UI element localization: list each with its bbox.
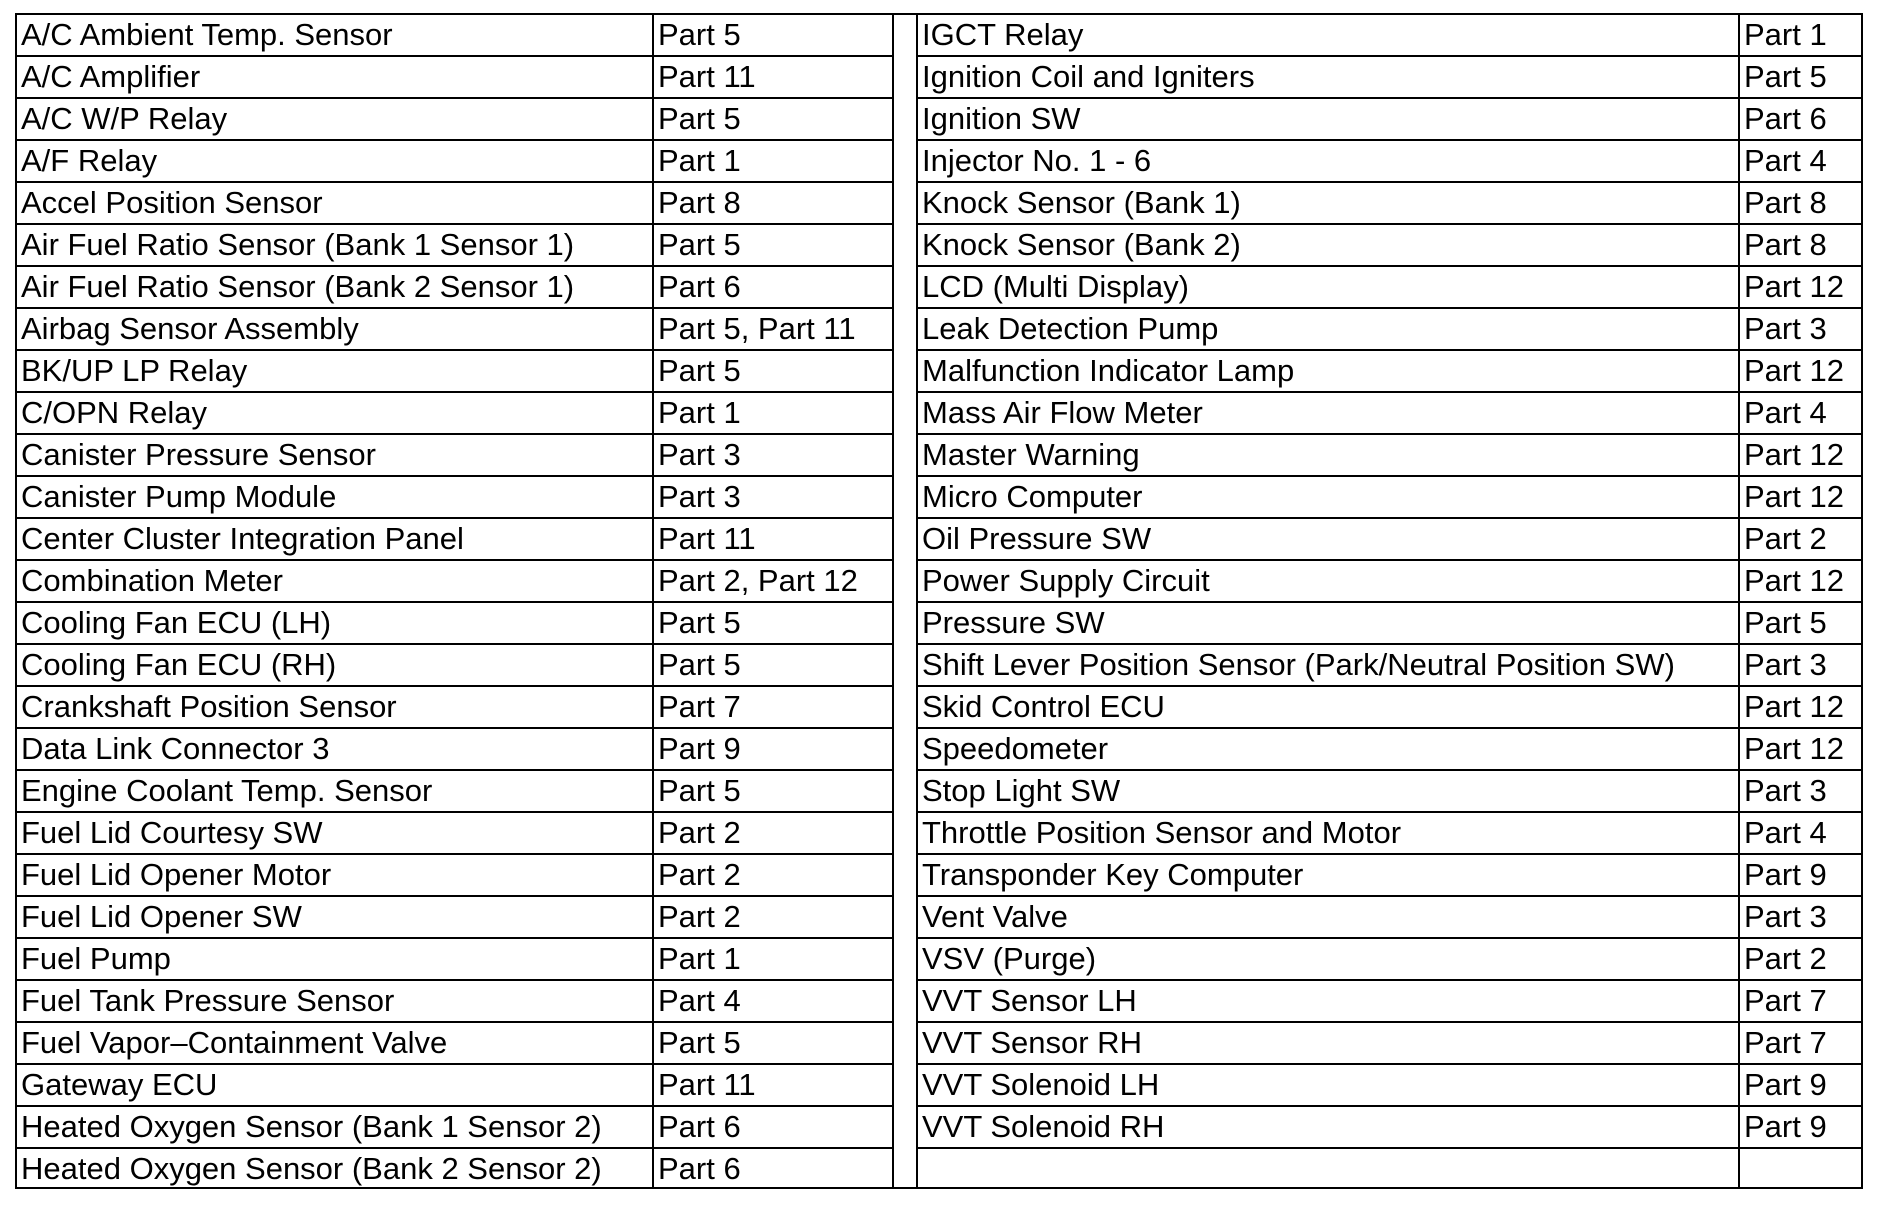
table-row: [17, 813, 892, 855]
table-row: [918, 435, 1861, 477]
component-name-cell: BK/UP LP Relay: [17, 351, 654, 391]
table-row: [918, 1023, 1861, 1065]
table-row: [17, 561, 892, 603]
table-row: [17, 351, 892, 393]
part-reference-cell: Part 7: [1744, 983, 1827, 1018]
component-name-cell: Master Warning: [918, 435, 1740, 475]
component-name-cell: Stop Light SW: [918, 771, 1740, 811]
table-row: [918, 351, 1861, 393]
part-reference-cell: Part 9: [1744, 1109, 1827, 1144]
component-name-cell: VVT Solenoid LH: [918, 1065, 1740, 1105]
component-name-cell: Injector No. 1 - 6: [918, 141, 1740, 181]
component-name-cell: IGCT Relay: [918, 15, 1740, 55]
part-reference-cell: Part 2: [1744, 941, 1827, 976]
table-row: [918, 981, 1861, 1023]
table-row: [918, 939, 1861, 981]
part-reference-cell: Part 4: [1744, 395, 1827, 430]
component-name-cell: Engine Coolant Temp. Sensor: [17, 771, 654, 811]
part-reference-cell: Part 12: [1744, 563, 1844, 598]
component-name-cell: Heated Oxygen Sensor (Bank 1 Sensor 2): [17, 1107, 654, 1147]
table-row: [17, 603, 892, 645]
component-name-cell: Crankshaft Position Sensor: [17, 687, 654, 727]
part-reference-cell: Part 4: [658, 983, 741, 1018]
table-row: [918, 1107, 1861, 1149]
component-name-cell: Fuel Tank Pressure Sensor: [17, 981, 654, 1021]
part-reference-cell: Part 3: [1744, 647, 1827, 682]
table-row: [17, 393, 892, 435]
table-row: [17, 729, 892, 771]
table-row: [918, 813, 1861, 855]
component-name-cell: Combination Meter: [17, 561, 654, 601]
part-reference-cell: Part 1: [658, 941, 741, 976]
part-reference-cell: Part 5: [1744, 605, 1827, 640]
part-reference-cell: Part 5: [1744, 59, 1827, 94]
component-name-cell: Skid Control ECU: [918, 687, 1740, 727]
part-reference-cell: Part 11: [658, 1067, 756, 1102]
table-row: [17, 1107, 892, 1149]
table-row: [918, 561, 1861, 603]
component-name-cell: [918, 1149, 1740, 1187]
table-row: [918, 183, 1861, 225]
part-reference-cell: Part 2: [658, 899, 741, 934]
table-row: [918, 57, 1861, 99]
table-row: [17, 939, 892, 981]
table-row: [918, 729, 1861, 771]
part-reference-cell: Part 3: [1744, 773, 1827, 808]
part-reference-cell: Part 1: [658, 143, 741, 178]
part-reference-cell: Part 3: [1744, 899, 1827, 934]
table-row: [918, 15, 1861, 57]
table-row: [17, 645, 892, 687]
component-name-cell: Fuel Lid Courtesy SW: [17, 813, 654, 853]
table-row: [17, 225, 892, 267]
component-name-cell: Fuel Lid Opener SW: [17, 897, 654, 937]
part-reference-cell: Part 5: [658, 1025, 741, 1060]
component-name-cell: Air Fuel Ratio Sensor (Bank 2 Sensor 1): [17, 267, 654, 307]
component-name-cell: A/C W/P Relay: [17, 99, 654, 139]
right-table: [918, 15, 1861, 1187]
component-name-cell: A/C Ambient Temp. Sensor: [17, 15, 654, 55]
part-reference-cell: Part 11: [658, 521, 756, 556]
table-row: [918, 687, 1861, 729]
part-reference-cell: Part 6: [658, 269, 741, 304]
part-reference-cell: Part 7: [1744, 1025, 1827, 1060]
table-row: [17, 1065, 892, 1107]
component-name-cell: Center Cluster Integration Panel: [17, 519, 654, 559]
component-name-cell: A/F Relay: [17, 141, 654, 181]
part-reference-cell: Part 12: [1744, 689, 1844, 724]
part-reference-cell: Part 12: [1744, 269, 1844, 304]
part-reference-cell: Part 12: [1744, 437, 1844, 472]
table-row: [17, 99, 892, 141]
table-row: [17, 519, 892, 561]
component-name-cell: Leak Detection Pump: [918, 309, 1740, 349]
component-name-cell: Speedometer: [918, 729, 1740, 769]
table-row: [17, 855, 892, 897]
part-reference-cell: Part 6: [1744, 101, 1827, 136]
part-reference-cell: Part 12: [1744, 731, 1844, 766]
component-name-cell: Fuel Pump: [17, 939, 654, 979]
part-reference-cell: Part 8: [1744, 185, 1827, 220]
part-reference-cell: [1740, 1149, 1861, 1187]
part-reference-cell: Part 2, Part 12: [658, 563, 858, 598]
component-name-cell: Ignition Coil and Igniters: [918, 57, 1740, 97]
table-row: [918, 1149, 1861, 1187]
table-row: [918, 855, 1861, 897]
part-reference-cell: Part 9: [658, 731, 741, 766]
table-row: [17, 771, 892, 813]
part-reference-cell: Part 1: [1744, 17, 1827, 52]
table-row: [17, 141, 892, 183]
component-name-cell: Heated Oxygen Sensor (Bank 2 Sensor 2): [17, 1149, 654, 1189]
part-reference-cell: Part 5: [658, 17, 741, 52]
component-name-cell: VVT Solenoid RH: [918, 1107, 1740, 1147]
part-reference-cell: Part 8: [1744, 227, 1827, 262]
part-reference-cell: Part 5: [658, 353, 741, 388]
table-row: [17, 1023, 892, 1065]
table-row: [17, 477, 892, 519]
table-row: [918, 897, 1861, 939]
component-name-cell: Shift Lever Position Sensor (Park/Neutral Position SW): [918, 645, 1740, 685]
table-row: [918, 99, 1861, 141]
part-reference-cell: Part 6: [658, 1109, 741, 1144]
part-reference-cell: Part 3: [1744, 311, 1827, 346]
component-name-cell: Canister Pump Module: [17, 477, 654, 517]
part-reference-cell: Part 11: [658, 59, 756, 94]
part-reference-cell: Part 4: [1744, 143, 1827, 178]
table-row: [17, 309, 892, 351]
component-name-cell: Oil Pressure SW: [918, 519, 1740, 559]
table-row: [918, 393, 1861, 435]
component-name-cell: Power Supply Circuit: [918, 561, 1740, 601]
component-name-cell: Micro Computer: [918, 477, 1740, 517]
component-index-table: [15, 13, 1863, 1189]
component-name-cell: A/C Amplifier: [17, 57, 654, 97]
component-name-cell: Throttle Position Sensor and Motor: [918, 813, 1740, 853]
component-name-cell: Gateway ECU: [17, 1065, 654, 1105]
table-row: [918, 603, 1861, 645]
component-name-cell: VSV (Purge): [918, 939, 1740, 979]
part-reference-cell: Part 5: [658, 773, 741, 808]
component-name-cell: Data Link Connector 3: [17, 729, 654, 769]
component-name-cell: Fuel Vapor–Containment Valve: [17, 1023, 654, 1063]
left-table: [17, 15, 892, 1187]
part-reference-cell: Part 1: [658, 395, 741, 430]
table-row: [17, 897, 892, 939]
part-reference-cell: Part 5, Part 11: [658, 311, 856, 346]
table-row: [918, 225, 1861, 267]
table-row: [17, 267, 892, 309]
part-reference-cell: Part 7: [658, 689, 741, 724]
component-name-cell: Knock Sensor (Bank 2): [918, 225, 1740, 265]
part-reference-cell: Part 6: [658, 1151, 741, 1186]
table-row: [918, 267, 1861, 309]
part-reference-cell: Part 9: [1744, 1067, 1827, 1102]
table-row: [918, 141, 1861, 183]
part-reference-cell: Part 3: [658, 479, 741, 514]
component-name-cell: Malfunction Indicator Lamp: [918, 351, 1740, 391]
table-row: [918, 645, 1861, 687]
component-name-cell: VVT Sensor LH: [918, 981, 1740, 1021]
table-row: [918, 771, 1861, 813]
component-name-cell: Air Fuel Ratio Sensor (Bank 1 Sensor 1): [17, 225, 654, 265]
component-name-cell: Mass Air Flow Meter: [918, 393, 1740, 433]
component-name-cell: Cooling Fan ECU (LH): [17, 603, 654, 643]
table-row: [918, 519, 1861, 561]
part-reference-cell: Part 8: [658, 185, 741, 220]
table-row: [918, 477, 1861, 519]
component-name-cell: Fuel Lid Opener Motor: [17, 855, 654, 895]
component-name-cell: VVT Sensor RH: [918, 1023, 1740, 1063]
table-row: [17, 981, 892, 1023]
component-name-cell: Transponder Key Computer: [918, 855, 1740, 895]
part-reference-cell: Part 5: [658, 227, 741, 262]
table-row: [17, 1149, 892, 1189]
part-reference-cell: Part 5: [658, 605, 741, 640]
part-reference-cell: Part 12: [1744, 479, 1844, 514]
component-name-cell: Pressure SW: [918, 603, 1740, 643]
part-reference-cell: Part 9: [1744, 857, 1827, 892]
table-row: [17, 435, 892, 477]
table-row: [17, 15, 892, 57]
component-name-cell: Canister Pressure Sensor: [17, 435, 654, 475]
table-row: [17, 57, 892, 99]
component-name-cell: Accel Position Sensor: [17, 183, 654, 223]
part-reference-cell: Part 3: [658, 437, 741, 472]
part-reference-cell: Part 2: [1744, 521, 1827, 556]
table-row: [17, 687, 892, 729]
component-name-cell: Vent Valve: [918, 897, 1740, 937]
part-reference-cell: Part 4: [1744, 815, 1827, 850]
table-row: [918, 1065, 1861, 1107]
component-name-cell: C/OPN Relay: [17, 393, 654, 433]
part-reference-cell: Part 5: [658, 647, 741, 682]
component-name-cell: Knock Sensor (Bank 1): [918, 183, 1740, 223]
part-reference-cell: Part 2: [658, 815, 741, 850]
component-name-cell: Cooling Fan ECU (RH): [17, 645, 654, 685]
part-reference-cell: Part 12: [1744, 353, 1844, 388]
part-reference-cell: Part 2: [658, 857, 741, 892]
table-row: [17, 183, 892, 225]
component-name-cell: LCD (Multi Display): [918, 267, 1740, 307]
part-reference-cell: Part 5: [658, 101, 741, 136]
component-name-cell: Airbag Sensor Assembly: [17, 309, 654, 349]
component-name-cell: Ignition SW: [918, 99, 1740, 139]
table-row: [918, 309, 1861, 351]
column-gap: [892, 15, 918, 1187]
